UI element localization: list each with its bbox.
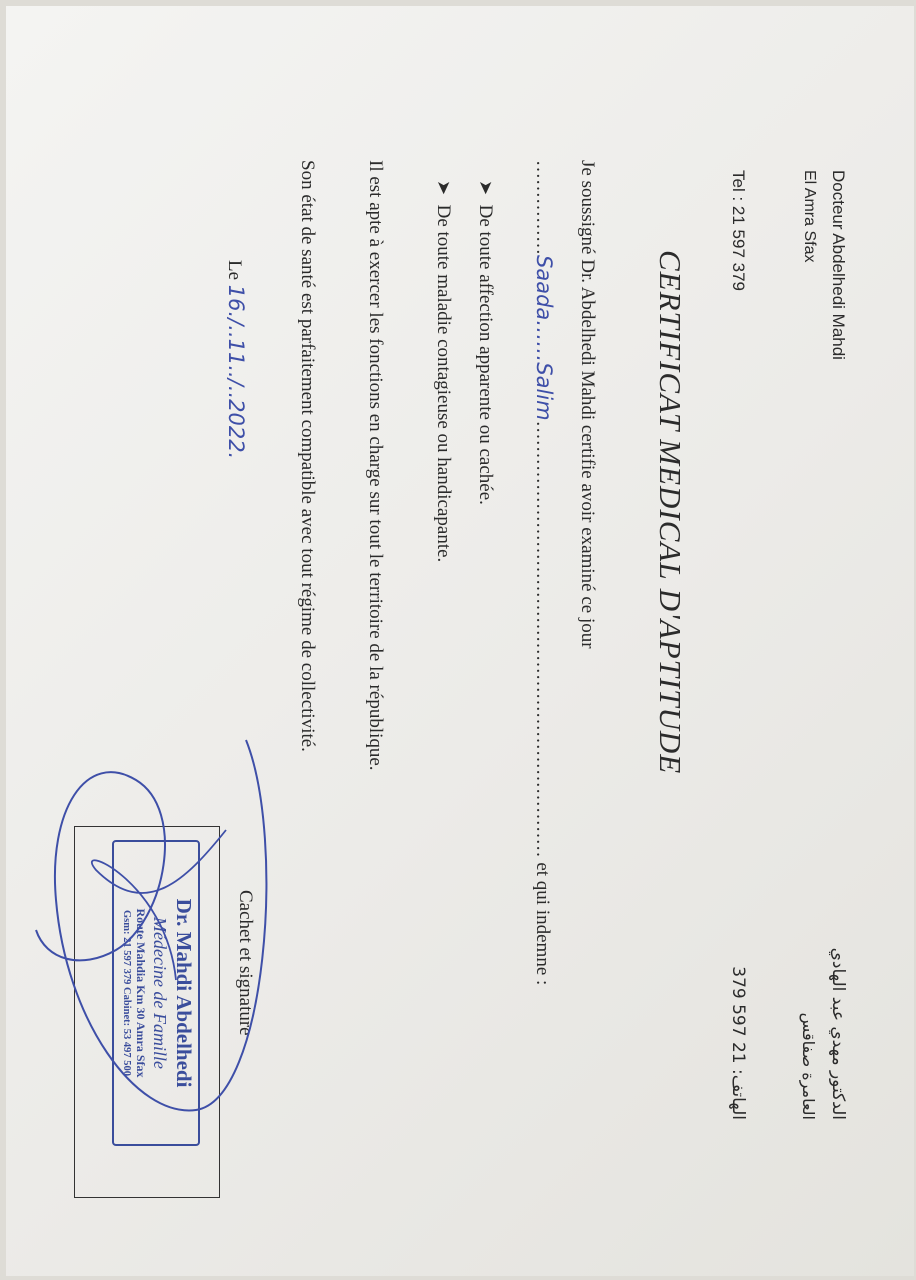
stamp-address: Route Mahdia Km 30 Amra Sfax bbox=[134, 908, 148, 1078]
line2-suffix: et qui indemne : bbox=[532, 862, 553, 986]
arrow-icon: ➤ bbox=[475, 180, 496, 196]
doctor-location: El Amra Sfax bbox=[801, 170, 818, 263]
arrow-icon: ➤ bbox=[433, 180, 454, 196]
doctor-tel: Tel : 21 597 379 bbox=[729, 170, 748, 291]
signature-stroke bbox=[92, 830, 226, 980]
dots-after: …………………………………………………………… bbox=[532, 420, 553, 858]
doctor-tel-arabic: الهاتف: 21 597 379 bbox=[728, 966, 748, 1120]
date-value: 16./..11../..2022. bbox=[224, 284, 248, 460]
body-line-2 bbox=[531, 160, 556, 985]
bullet-1 bbox=[474, 180, 496, 505]
dots-before: …………… bbox=[532, 160, 553, 255]
page-title: CERTIFICAT MEDICAL D'APTITUDE bbox=[653, 250, 688, 775]
bullet-2 bbox=[432, 180, 454, 562]
patient-name: Saada……Salim bbox=[532, 255, 556, 421]
bullet-1-text: De toute affection apparente ou cachée. bbox=[475, 204, 496, 505]
paragraph-1: Il est apte à exercer les fonctions en charge sur tout le territoire de la république. bbox=[365, 160, 386, 771]
stamp-specialty: Médecine de Famille bbox=[150, 917, 170, 1069]
signature-label: Cachet et signature bbox=[235, 890, 256, 1036]
bullet-2-text: De toute maladie contagieuse ou handicapante. bbox=[433, 204, 454, 563]
stamp-name: Dr. Mahdi Abdelhedi bbox=[172, 898, 196, 1088]
signature-stroke bbox=[36, 740, 266, 1110]
date-prefix: Le bbox=[224, 260, 245, 281]
doctor-name-arabic: الدكتور مهدي عبد الهادي bbox=[828, 947, 848, 1120]
paragraph-2: Son état de santé est parfaitement compatible avec tout régime de collectivité. bbox=[297, 160, 318, 752]
body-line-1: Je soussigné Dr. Abdelhedi Mahdi certifie avoir examiné ce jour bbox=[577, 160, 598, 649]
doctor-name: Docteur Abdelhedi Mahdi bbox=[829, 170, 848, 360]
date-line bbox=[223, 260, 248, 459]
doctor-location-arabic: العامرة صفاقس bbox=[799, 1012, 818, 1120]
signature-scribble bbox=[26, 720, 286, 1120]
stamp-phones: Gsm: 21 597 379 Cabinet: 53 497 500 bbox=[121, 910, 132, 1076]
